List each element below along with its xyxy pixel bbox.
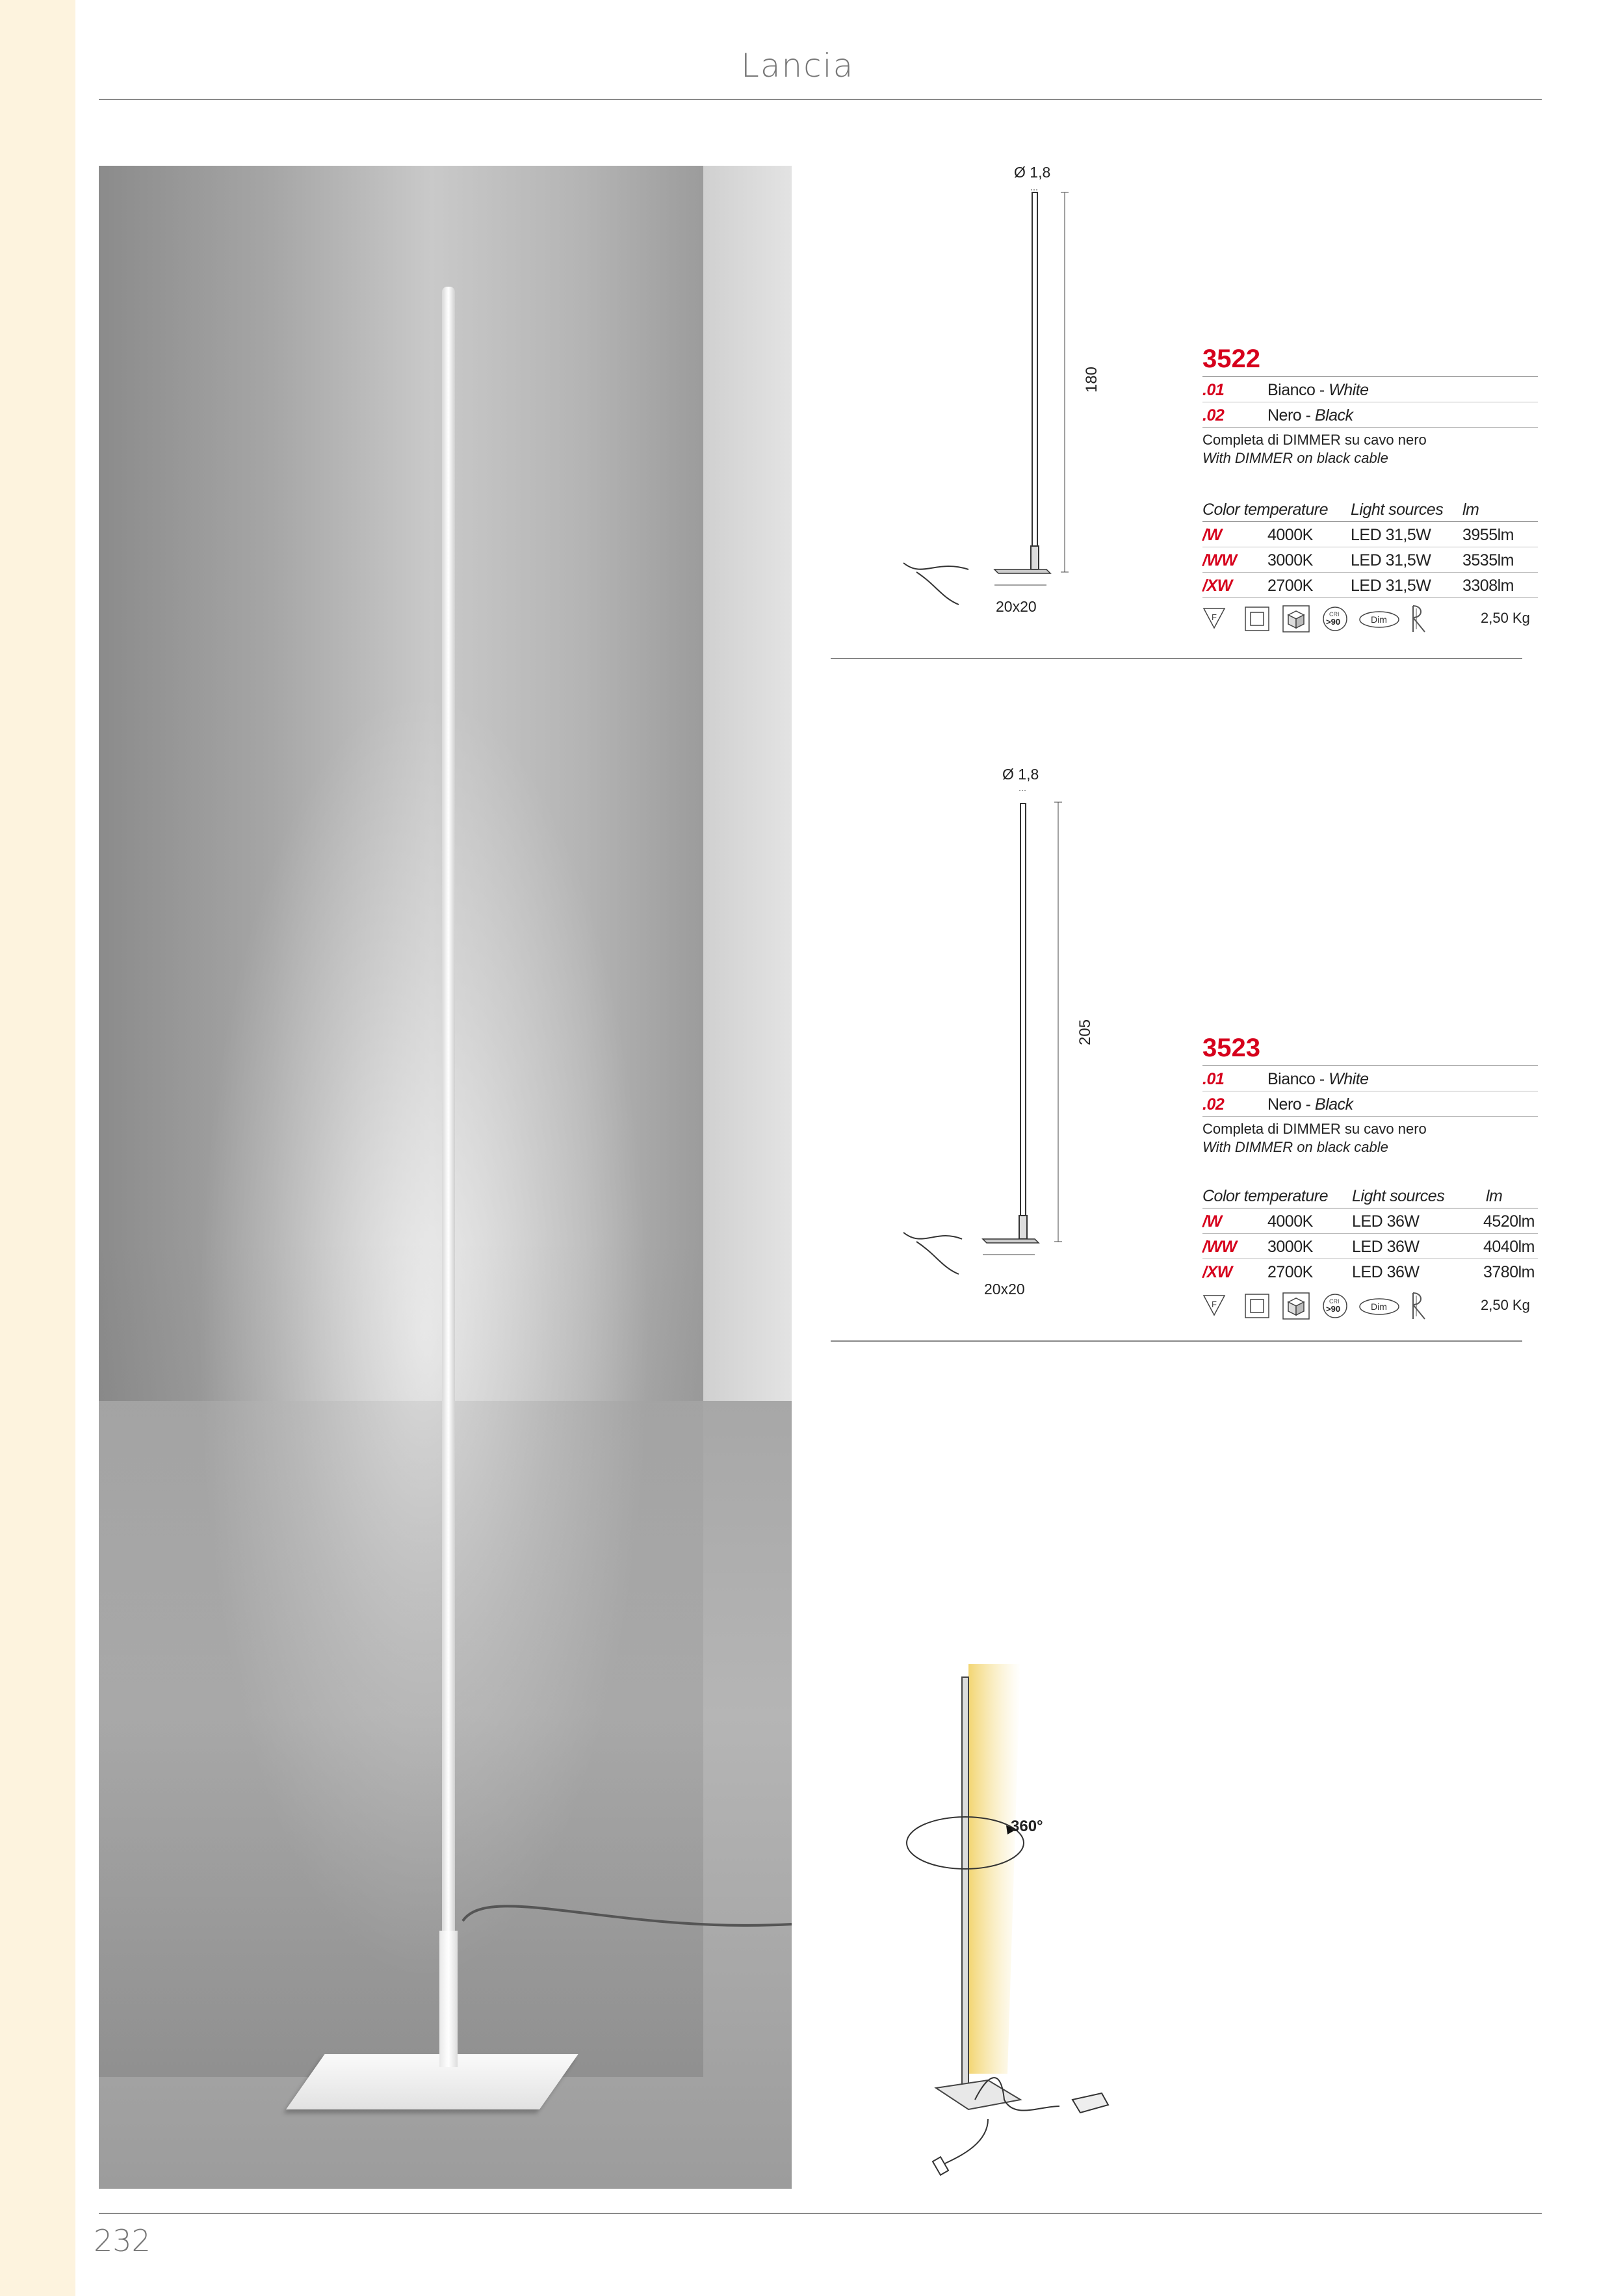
- row-source: LED 36W: [1352, 1263, 1420, 1281]
- height-label: 180: [1083, 366, 1101, 393]
- cri90-icon: [1322, 1292, 1348, 1320]
- class-two-icon: [1244, 606, 1270, 632]
- finish-name-en: Black: [1314, 406, 1353, 424]
- note-it: Completa di DIMMER su cavo nero: [1202, 1121, 1427, 1137]
- finish-row: [1202, 1091, 1538, 1116]
- r-mark-icon: [1409, 603, 1429, 634]
- packaging-icon: [1282, 1292, 1310, 1320]
- spec-row: [1202, 547, 1538, 572]
- row-source: LED 36W: [1352, 1212, 1420, 1231]
- header-light-sources: Light sources: [1351, 501, 1444, 519]
- cri-label: CRI: [1329, 1298, 1340, 1305]
- sidebar-strip: [0, 0, 75, 2296]
- finish-row: [1202, 1066, 1538, 1091]
- row-temp: 2700K: [1267, 577, 1313, 595]
- weight: 2,50 Kg: [1481, 610, 1530, 626]
- row-temp: 4000K: [1267, 1212, 1313, 1231]
- technical-drawing-3522: [838, 156, 1101, 624]
- finish-name: Bianco: [1267, 381, 1316, 399]
- technical-drawing-3523: [838, 767, 1098, 1313]
- row-code: /W: [1202, 526, 1222, 544]
- base-label: 20x20: [984, 1281, 1025, 1298]
- rotation-label: 360°: [1011, 1818, 1043, 1835]
- row-source: LED 36W: [1352, 1238, 1420, 1256]
- row-source: LED 31,5W: [1351, 551, 1431, 569]
- r-mark-icon: [1409, 1290, 1429, 1322]
- cri-value: >90: [1326, 1304, 1341, 1314]
- cri-label: CRI: [1329, 611, 1340, 618]
- diameter-label: Ø 1,8: [1014, 164, 1051, 181]
- icon-row: [1202, 602, 1538, 641]
- row-temp: 3000K: [1267, 551, 1313, 569]
- header-color-temperature: Color temperature: [1202, 501, 1328, 519]
- row-lm: 3308lm: [1462, 577, 1514, 595]
- row-temp: 2700K: [1267, 1263, 1313, 1281]
- footer-rule: [99, 2213, 1542, 2214]
- finish-row: [1202, 377, 1538, 402]
- row-code: /WW: [1202, 551, 1237, 569]
- note-en: With DIMMER on black cable: [1202, 450, 1388, 466]
- finish-code: .02: [1202, 1095, 1225, 1114]
- f-mark-icon: [1202, 1293, 1226, 1316]
- finish-name-en: White: [1329, 1070, 1369, 1088]
- base-label: 20x20: [996, 598, 1037, 615]
- spec-row: [1202, 1259, 1538, 1284]
- header-rule: [99, 99, 1542, 100]
- dim-label: Dim: [1371, 614, 1387, 625]
- product-code: 3523: [1202, 1034, 1260, 1062]
- finish-code: .01: [1202, 1070, 1225, 1088]
- packaging-icon: [1282, 605, 1310, 633]
- product-divider: [831, 658, 1522, 659]
- cri-value: >90: [1326, 617, 1341, 627]
- finish-sep: -: [1315, 1070, 1329, 1088]
- icon-row: [1202, 1289, 1538, 1328]
- header-color-temperature: Color temperature: [1202, 1187, 1328, 1205]
- rotation-diagram: [897, 1651, 1131, 2191]
- row-code: /XW: [1202, 577, 1232, 595]
- height-label: 205: [1076, 1019, 1095, 1046]
- finish-name: Nero: [1267, 1095, 1302, 1114]
- product-3523: [1202, 1034, 1538, 1328]
- row-lm: 4040lm: [1483, 1238, 1535, 1256]
- finish-name-en: Black: [1314, 1095, 1353, 1114]
- finish-code: .02: [1202, 406, 1225, 424]
- product-code: 3522: [1202, 345, 1260, 373]
- note-it: Completa di DIMMER su cavo nero: [1202, 432, 1427, 448]
- row-lm: 3955lm: [1462, 526, 1514, 544]
- page-title: Lancia: [741, 47, 855, 85]
- row-temp: 4000K: [1267, 526, 1313, 544]
- row-lm: 3535lm: [1462, 551, 1514, 569]
- dim-icon: [1358, 610, 1400, 629]
- spec-table-header: [1202, 1182, 1538, 1208]
- header-lm: lm: [1486, 1187, 1503, 1205]
- note-en: With DIMMER on black cable: [1202, 1139, 1388, 1155]
- dim-icon: [1358, 1297, 1400, 1316]
- spec-row: [1202, 1208, 1538, 1233]
- f-mark-label: F: [1212, 1299, 1217, 1309]
- f-mark-label: F: [1212, 612, 1217, 622]
- header-light-sources: Light sources: [1352, 1187, 1445, 1205]
- finish-sep: -: [1315, 381, 1329, 399]
- weight: 2,50 Kg: [1481, 1297, 1530, 1313]
- page-number: 232: [94, 2223, 151, 2258]
- spec-row: [1202, 573, 1538, 597]
- row-lm: 4520lm: [1483, 1212, 1535, 1231]
- finish-code: .01: [1202, 381, 1225, 399]
- finish-sep: -: [1301, 406, 1315, 424]
- row-lm: 3780lm: [1483, 1263, 1535, 1281]
- product-photo: [99, 166, 792, 2189]
- dim-label: Dim: [1371, 1301, 1387, 1312]
- row-source: LED 31,5W: [1351, 526, 1431, 544]
- spec-row: [1202, 522, 1538, 547]
- row-code: /WW: [1202, 1238, 1237, 1256]
- finish-sep: -: [1301, 1095, 1315, 1114]
- row-temp: 3000K: [1267, 1238, 1313, 1256]
- finish-name: Nero: [1267, 406, 1302, 424]
- row-source: LED 31,5W: [1351, 577, 1431, 595]
- finish-name: Bianco: [1267, 1070, 1316, 1088]
- spec-table-header: [1202, 495, 1538, 521]
- row-code: /W: [1202, 1212, 1222, 1231]
- product-divider: [831, 1340, 1522, 1342]
- class-two-icon: [1244, 1293, 1270, 1319]
- diameter-label: Ø 1,8: [1002, 766, 1039, 783]
- cri90-icon: [1322, 605, 1348, 633]
- finish-row: [1202, 402, 1538, 427]
- spec-row: [1202, 1234, 1538, 1259]
- product-3522: [1202, 345, 1538, 641]
- finish-name-en: White: [1329, 381, 1369, 399]
- row-code: /XW: [1202, 1263, 1232, 1281]
- f-mark-icon: [1202, 606, 1226, 629]
- header-lm: lm: [1462, 501, 1479, 519]
